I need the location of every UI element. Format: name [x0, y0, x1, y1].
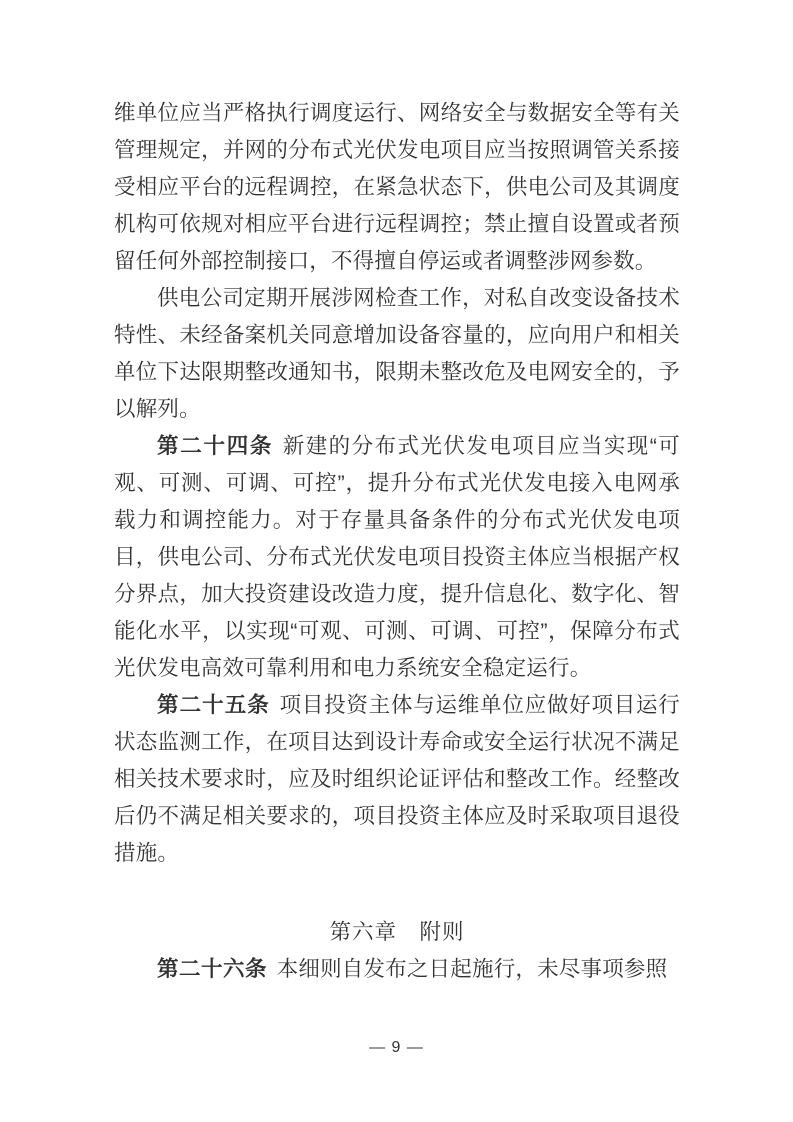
document-body	[114, 95, 680, 988]
article-text: 新建的分布式光伏发电项目应当实现“可观、可测、可调、可控”，提升分布式光伏发电接入电网承载力和调控能力。对于存量具备条件的分布式光伏发电项目，供电公司、分布式光伏发电项目投资主体应当根据产权分界点，加大投资建设改造力度，提升信息化、数字化、智能化水平，以实现“可观、可测、可调、可控”，保障分布式光伏发电高效可靠利用和电力系统安全稳定运行。	[114, 434, 680, 680]
page-number: — 9 —	[369, 1039, 424, 1056]
article-text: 项目投资主体与运维单位应做好项目运行状态监测工作，在项目达到设计寿命或安全运行状况不满足相关技术要求时，应及时组织论证评估和整改工作。经整改后仍不满足相关要求的，项目投资主体应及时采取项目退役措施。	[114, 693, 680, 865]
article-paragraph	[114, 951, 680, 988]
article-text: 本细则自发布之日起施行，未尽事项参照	[276, 957, 668, 981]
article-paragraph	[114, 428, 680, 687]
paragraph-continuation: 维单位应当严格执行调度运行、网络安全与数据安全等有关管理规定，并网的分布式光伏发电项目应当按照调管关系接受相应平台的远程调控，在紧急状态下，供电公司及其调度机构可依规对相应平台进行远程调控；禁止擅自设置或者预留任何外部控制接口，不得擅自停运或者调整涉网参数。	[114, 101, 680, 273]
paragraph: 供电公司定期开展涉网检查工作，对私自改变设备技术特性、未经备案机关同意增加设备容量的，应向用户和相关单位下达限期整改通知书，限期未整改危及电网安全的，予以解列。	[114, 286, 680, 421]
article-number: 第二十五条	[157, 693, 270, 717]
article-number: 第二十四条	[157, 434, 274, 458]
article-paragraph	[114, 687, 680, 872]
chapter-heading: 第六章 附则	[329, 920, 465, 944]
article-number: 第二十六条	[157, 957, 268, 981]
